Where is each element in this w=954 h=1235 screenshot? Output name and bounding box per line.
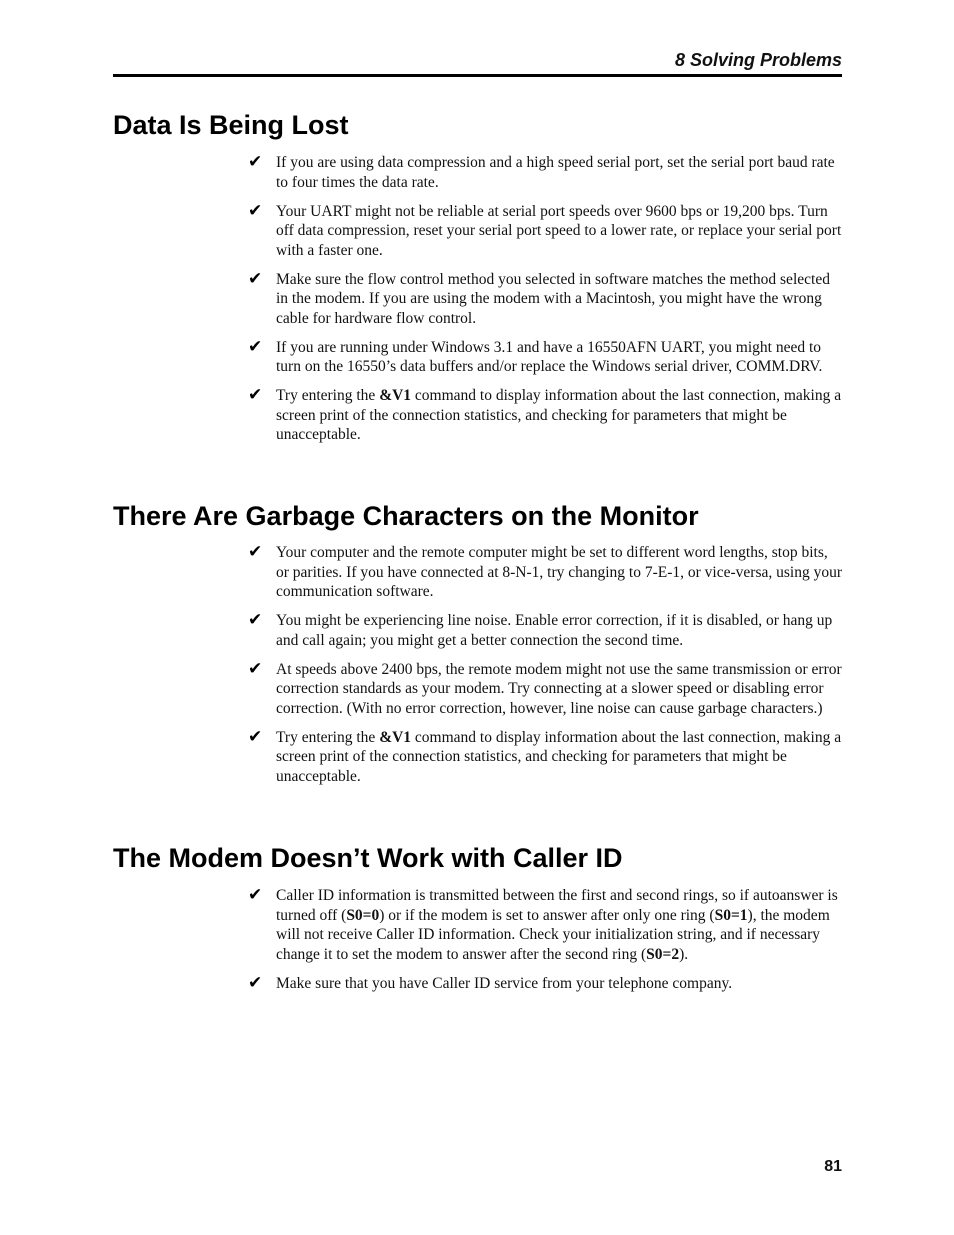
- command-code: S0=0: [346, 906, 380, 924]
- section-title-data-lost: Data Is Being Lost: [113, 110, 349, 140]
- list-item: [248, 660, 844, 719]
- list-item-text: You might be experiencing line noise. Enable error correction, if it is disabled, or hang up and call again; you might get a better connection the second time.: [276, 612, 833, 649]
- list-item-text: Your UART might not be reliable at serial port speeds over 9600 bps or 19,200 bps. Turn off data compression, reset your serial port speed to a lower rate, or replace your serial port with a faster one.: [276, 202, 842, 259]
- list-item-text: Caller ID information is transmitted between the first and second rings, so if autoanswer is turned off (S0=0) or if the modem is set to answer after only one ring (S0=1), the modem will not receive Caller ID information. Check your initialization string, and if necessary change it to set the modem to answer after the second ring (S0=2).: [276, 887, 838, 963]
- list-item-text: Make sure the flow control method you selected in software matches the method selected in the modem. If you are using the modem with a Macintosh, you might have the wrong cable for hardware flow control.: [276, 270, 830, 327]
- section-title-caller-id: The Modem Doesn’t Work with Caller ID: [113, 843, 623, 873]
- section-title-garbage-characters: There Are Garbage Characters on the Monitor: [113, 501, 699, 531]
- list-item-text: Make sure that you have Caller ID service from your telephone company.: [276, 974, 733, 992]
- garbage-characters-list: [248, 543, 844, 796]
- checkmark-icon: ✔: [248, 542, 263, 562]
- checkmark-icon: ✔: [248, 385, 263, 405]
- list-item-text: If you are using data compression and a high speed serial port, set the serial port baud rate to four times the data rate.: [276, 154, 835, 191]
- caller-id-list: [248, 886, 844, 1003]
- checkmark-icon: ✔: [248, 885, 263, 905]
- list-item: [248, 886, 844, 964]
- list-item: [248, 338, 844, 377]
- list-item-text: If you are running under Windows 3.1 and have a 16550AFN UART, you might need to turn on the 16550’s data buffers and/or replace the Windows serial driver, COMM.DRV.: [276, 338, 823, 375]
- command-code: &V1: [379, 728, 412, 746]
- list-item: [248, 202, 844, 261]
- checkmark-icon: ✔: [248, 658, 263, 679]
- checkmark-icon: ✔: [248, 268, 263, 289]
- list-item-text: Try entering the &V1 command to display information about the last connection, making a screen print of the connection statistics, and checking for parameters that might be unacceptable.: [276, 387, 842, 443]
- list-item-text: Try entering the &V1 command to display information about the last connection, making a screen print of the connection statistics, and checking for parameters that might be unacceptable.: [276, 728, 842, 785]
- checkmark-icon: ✔: [248, 610, 263, 630]
- list-item-text: Your computer and the remote computer might be set to different word lengths, stop bits, or parities. If you have connected at 8-N-1, try changing to 7-E-1, or vice-versa, using your communication software.: [276, 544, 842, 600]
- list-item: [248, 543, 844, 602]
- list-item: [248, 974, 844, 994]
- checkmark-icon: ✔: [248, 726, 263, 747]
- running-header: 8 Solving Problems: [113, 48, 842, 77]
- checkmark-icon: ✔: [248, 336, 263, 357]
- list-item-text: At speeds above 2400 bps, the remote modem might not use the same transmission or error correction standards as your modem. Try connecting at a slower speed or disabling error correction. (With no error correction, however, line noise can cause garbage characters.): [276, 660, 842, 717]
- list-item: [248, 611, 844, 650]
- checkmark-icon: ✔: [248, 200, 263, 221]
- checkmark-icon: ✔: [248, 152, 263, 172]
- command-code: S0=2: [646, 945, 680, 963]
- list-item: [248, 153, 844, 192]
- list-item: [248, 270, 844, 329]
- data-lost-list: [248, 153, 844, 454]
- command-code: &V1: [379, 387, 412, 404]
- checkmark-icon: ✔: [248, 972, 263, 993]
- list-item: [248, 386, 844, 445]
- list-item: [248, 728, 844, 787]
- command-code: S0=1: [714, 906, 748, 924]
- page-number: 81: [824, 1158, 842, 1175]
